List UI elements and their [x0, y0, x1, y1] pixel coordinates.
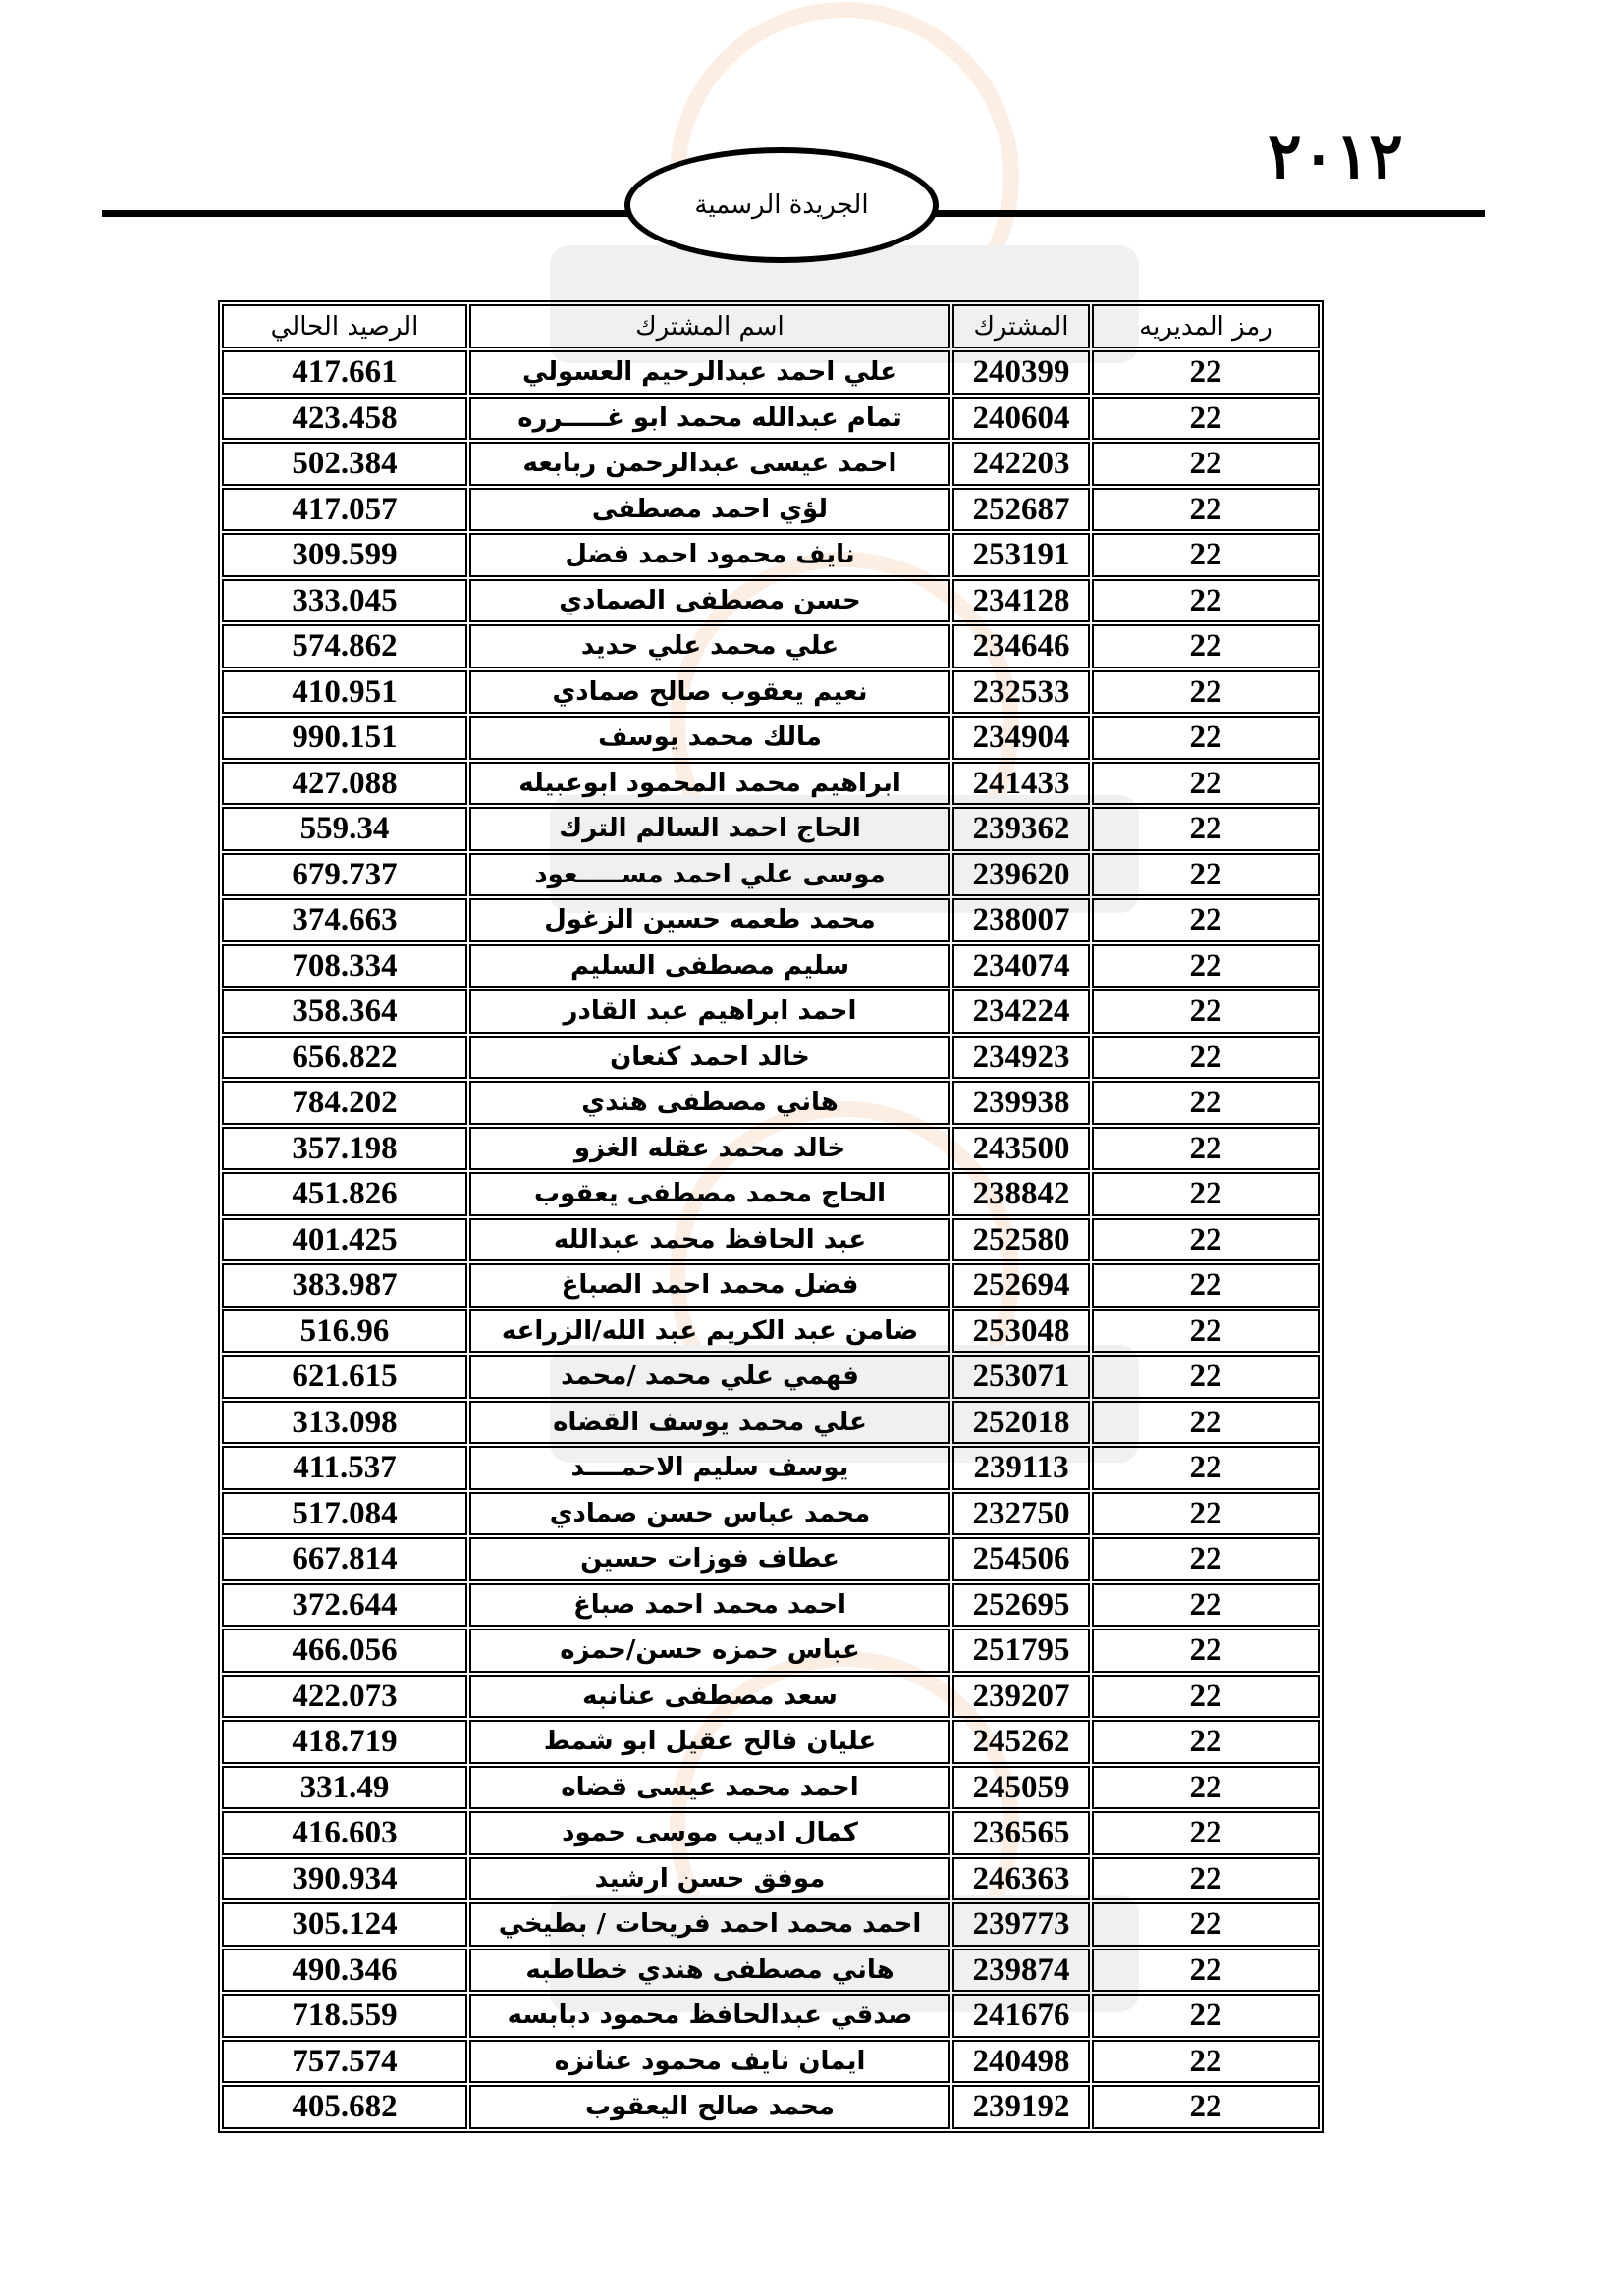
cell-balance: 718.559: [222, 1994, 467, 2038]
table-body: [222, 350, 1320, 2129]
cell-directorate: 22: [1092, 1309, 1320, 1354]
cell-balance: 374.663: [222, 898, 467, 942]
cell-balance: 405.682: [222, 2085, 467, 2129]
cell-directorate: 22: [1092, 944, 1320, 988]
cell-directorate: 22: [1092, 1949, 1320, 1993]
cell-subscriber: 240399: [952, 350, 1090, 395]
column-header-subscriber: المشترك: [952, 304, 1090, 348]
cell-name: فهمي علي محمد /محمد: [469, 1355, 950, 1399]
cell-subscriber: 239207: [952, 1675, 1090, 1719]
table-row: [222, 1583, 1320, 1628]
cell-balance: 357.198: [222, 1127, 467, 1171]
table-row: [222, 397, 1320, 441]
cell-subscriber: 240604: [952, 397, 1090, 441]
table-row: [222, 1675, 1320, 1719]
cell-name: سعد مصطفى عنانبه: [469, 1675, 950, 1719]
cell-subscriber: 234074: [952, 944, 1090, 988]
cell-balance: 383.987: [222, 1263, 467, 1308]
table-row: [222, 1857, 1320, 1901]
cell-name: احمد محمد احمد صباغ: [469, 1583, 950, 1628]
table-row: [222, 1218, 1320, 1262]
cell-directorate: 22: [1092, 1629, 1320, 1673]
cell-directorate: 22: [1092, 853, 1320, 897]
cell-directorate: 22: [1092, 533, 1320, 577]
gazette-title: الجريدة الرسمية: [694, 190, 869, 220]
table-row: [222, 670, 1320, 715]
cell-subscriber: 239773: [952, 1902, 1090, 1947]
cell-subscriber: 251795: [952, 1629, 1090, 1673]
cell-balance: 372.644: [222, 1583, 467, 1628]
cell-directorate: 22: [1092, 350, 1320, 395]
cell-subscriber: 252687: [952, 488, 1090, 532]
cell-name: خالد احمد كنعان: [469, 1036, 950, 1080]
cell-balance: 422.073: [222, 1675, 467, 1719]
cell-name: محمد عباس حسن صمادي: [469, 1492, 950, 1536]
table-row: [222, 1492, 1320, 1536]
cell-subscriber: 234923: [952, 1036, 1090, 1080]
table-row: [222, 1949, 1320, 1993]
cell-balance: 417.057: [222, 488, 467, 532]
table-row: [222, 1902, 1320, 1947]
table-row: [222, 2040, 1320, 2084]
cell-name: نعيم يعقوب صالح صمادي: [469, 670, 950, 715]
cell-subscriber: 239620: [952, 853, 1090, 897]
table-row: [222, 716, 1320, 760]
cell-balance: 574.862: [222, 624, 467, 668]
cell-balance: 667.814: [222, 1537, 467, 1581]
cell-name: صدقي عبدالحافظ محمود دبابسه: [469, 1994, 950, 2038]
cell-name: عطاف فوزات حسين: [469, 1537, 950, 1581]
cell-subscriber: 239362: [952, 807, 1090, 851]
cell-directorate: 22: [1092, 1766, 1320, 1810]
cell-subscriber: 253191: [952, 533, 1090, 577]
table-row: [222, 1172, 1320, 1216]
cell-name: مالك محمد يوسف: [469, 716, 950, 760]
cell-directorate: 22: [1092, 2040, 1320, 2084]
cell-name: احمد محمد احمد فريحات / بطيخي: [469, 1902, 950, 1947]
cell-directorate: 22: [1092, 762, 1320, 806]
table-row: [222, 1355, 1320, 1399]
cell-subscriber: 253071: [952, 1355, 1090, 1399]
cell-subscriber: 252580: [952, 1218, 1090, 1262]
cell-directorate: 22: [1092, 2085, 1320, 2129]
cell-name: موفق حسن ارشيد: [469, 1857, 950, 1901]
cell-subscriber: 238842: [952, 1172, 1090, 1216]
cell-balance: 331.49: [222, 1766, 467, 1810]
cell-subscriber: 234224: [952, 989, 1090, 1034]
cell-directorate: 22: [1092, 1036, 1320, 1080]
table-row: [222, 1263, 1320, 1308]
table-row: [222, 898, 1320, 942]
cell-subscriber: 243500: [952, 1127, 1090, 1171]
cell-name: تمام عبدالله محمد ابو غـــــرره: [469, 397, 950, 441]
cell-name: ابراهيم محمد المحمود ابوعبيله: [469, 762, 950, 806]
cell-directorate: 22: [1092, 716, 1320, 760]
cell-directorate: 22: [1092, 898, 1320, 942]
table-row: [222, 488, 1320, 532]
cell-subscriber: 241676: [952, 1994, 1090, 2038]
cell-subscriber: 239874: [952, 1949, 1090, 1993]
table-header-row: [222, 304, 1320, 348]
cell-balance: 656.822: [222, 1036, 467, 1080]
cell-balance: 401.425: [222, 1218, 467, 1262]
table-row: [222, 350, 1320, 395]
cell-directorate: 22: [1092, 1263, 1320, 1308]
column-header-directorate: رمز المديريه: [1092, 304, 1320, 348]
table-row: [222, 1720, 1320, 1764]
cell-subscriber: 242203: [952, 442, 1090, 486]
table-row: [222, 989, 1320, 1034]
cell-name: موسى علي احمد مســـــعود: [469, 853, 950, 897]
cell-subscriber: 236565: [952, 1811, 1090, 1855]
cell-directorate: 22: [1092, 1857, 1320, 1901]
cell-name: علي محمد علي حديد: [469, 624, 950, 668]
table-row: [222, 442, 1320, 486]
cell-directorate: 22: [1092, 1720, 1320, 1764]
cell-name: يوسف سليم الاحمــــد: [469, 1446, 950, 1490]
table-row: [222, 1446, 1320, 1490]
cell-balance: 990.151: [222, 716, 467, 760]
cell-directorate: 22: [1092, 397, 1320, 441]
column-header-balance: الرصيد الحالي: [222, 304, 467, 348]
table-row: [222, 1766, 1320, 1810]
cell-balance: 466.056: [222, 1629, 467, 1673]
cell-balance: 417.661: [222, 350, 467, 395]
cell-name: محمد صالح اليعقوب: [469, 2085, 950, 2129]
cell-balance: 784.202: [222, 1081, 467, 1125]
cell-name: سليم مصطفى السليم: [469, 944, 950, 988]
cell-balance: 390.934: [222, 1857, 467, 1901]
cell-directorate: 22: [1092, 1675, 1320, 1719]
cell-subscriber: 254506: [952, 1537, 1090, 1581]
table-row: [222, 853, 1320, 897]
cell-directorate: 22: [1092, 1218, 1320, 1262]
cell-subscriber: 232533: [952, 670, 1090, 715]
cell-balance: 410.951: [222, 670, 467, 715]
cell-subscriber: 245262: [952, 1720, 1090, 1764]
cell-balance: 416.603: [222, 1811, 467, 1855]
cell-balance: 423.458: [222, 397, 467, 441]
cell-directorate: 22: [1092, 1537, 1320, 1581]
cell-subscriber: 234128: [952, 579, 1090, 623]
cell-balance: 559.34: [222, 807, 467, 851]
cell-name: علي احمد عبدالرحيم العسولي: [469, 350, 950, 395]
cell-balance: 502.384: [222, 442, 467, 486]
table-row: [222, 1537, 1320, 1581]
cell-directorate: 22: [1092, 1902, 1320, 1947]
cell-name: ايمان نايف محمود عنانزه: [469, 2040, 950, 2084]
cell-subscriber: 239192: [952, 2085, 1090, 2129]
cell-balance: 708.334: [222, 944, 467, 988]
cell-name: عبد الحافظ محمد عبدالله: [469, 1218, 950, 1262]
cell-subscriber: 245059: [952, 1766, 1090, 1810]
cell-name: هاني مصطفى هندي خطاطبه: [469, 1949, 950, 1993]
cell-name: لؤي احمد مصطفى: [469, 488, 950, 532]
cell-balance: 411.537: [222, 1446, 467, 1490]
cell-balance: 517.084: [222, 1492, 467, 1536]
cell-balance: 490.346: [222, 1949, 467, 1993]
table-row: [222, 1127, 1320, 1171]
subscribers-table: [218, 300, 1324, 2133]
table-row: [222, 762, 1320, 806]
cell-subscriber: 240498: [952, 2040, 1090, 2084]
cell-balance: 516.96: [222, 1309, 467, 1354]
cell-balance: 309.599: [222, 533, 467, 577]
cell-name: احمد عيسى عبدالرحمن ربابعه: [469, 442, 950, 486]
cell-name: احمد محمد عيسى قضاه: [469, 1766, 950, 1810]
table-row: [222, 1309, 1320, 1354]
cell-balance: 305.124: [222, 1902, 467, 1947]
cell-subscriber: 234904: [952, 716, 1090, 760]
table-row: [222, 807, 1320, 851]
cell-balance: 313.098: [222, 1401, 467, 1445]
header-oval: [624, 147, 939, 263]
cell-directorate: 22: [1092, 1401, 1320, 1445]
cell-directorate: 22: [1092, 1355, 1320, 1399]
cell-subscriber: 253048: [952, 1309, 1090, 1354]
table-row: [222, 1401, 1320, 1445]
cell-name: هاني مصطفى هندي: [469, 1081, 950, 1125]
cell-name: نايف محمود احمد فضل: [469, 533, 950, 577]
cell-balance: 679.737: [222, 853, 467, 897]
cell-directorate: 22: [1092, 1492, 1320, 1536]
table-row: [222, 944, 1320, 988]
table-row: [222, 1811, 1320, 1855]
cell-subscriber: 239113: [952, 1446, 1090, 1490]
table-row: [222, 533, 1320, 577]
table-row: [222, 624, 1320, 668]
cell-name: عليان فالح عقيل ابو شمط: [469, 1720, 950, 1764]
cell-balance: 757.574: [222, 2040, 467, 2084]
cell-name: فضل محمد احمد الصباغ: [469, 1263, 950, 1308]
cell-directorate: 22: [1092, 579, 1320, 623]
table-row: [222, 579, 1320, 623]
cell-subscriber: 232750: [952, 1492, 1090, 1536]
cell-balance: 358.364: [222, 989, 467, 1034]
cell-name: علي محمد يوسف القضاه: [469, 1401, 950, 1445]
cell-directorate: 22: [1092, 1081, 1320, 1125]
cell-balance: 427.088: [222, 762, 467, 806]
table-row: [222, 1081, 1320, 1125]
cell-name: ضامن عبد الكريم عبد الله/الزراعه: [469, 1309, 950, 1354]
cell-directorate: 22: [1092, 1127, 1320, 1171]
cell-directorate: 22: [1092, 442, 1320, 486]
cell-name: كمال اديب موسى حمود: [469, 1811, 950, 1855]
cell-name: الحاج محمد مصطفى يعقوب: [469, 1172, 950, 1216]
subscribers-table-container: [218, 300, 1322, 2133]
cell-directorate: 22: [1092, 670, 1320, 715]
cell-name: عباس حمزه حسن/حمزه: [469, 1629, 950, 1673]
cell-subscriber: 239938: [952, 1081, 1090, 1125]
cell-balance: 621.615: [222, 1355, 467, 1399]
cell-directorate: 22: [1092, 624, 1320, 668]
table-row: [222, 1994, 1320, 2038]
cell-subscriber: 252018: [952, 1401, 1090, 1445]
table-row: [222, 1036, 1320, 1080]
cell-directorate: 22: [1092, 1446, 1320, 1490]
cell-balance: 333.045: [222, 579, 467, 623]
cell-name: خالد محمد عقله الغزو: [469, 1127, 950, 1171]
cell-directorate: 22: [1092, 807, 1320, 851]
table-row: [222, 1629, 1320, 1673]
cell-directorate: 22: [1092, 1994, 1320, 2038]
cell-subscriber: 238007: [952, 898, 1090, 942]
cell-directorate: 22: [1092, 488, 1320, 532]
cell-directorate: 22: [1092, 1172, 1320, 1216]
cell-subscriber: 252694: [952, 1263, 1090, 1308]
cell-balance: 418.719: [222, 1720, 467, 1764]
page-year: ٢٠١٢: [1268, 120, 1403, 193]
cell-directorate: 22: [1092, 989, 1320, 1034]
cell-balance: 451.826: [222, 1172, 467, 1216]
cell-name: محمد طعمه حسين الزغول: [469, 898, 950, 942]
cell-directorate: 22: [1092, 1811, 1320, 1855]
cell-subscriber: 252695: [952, 1583, 1090, 1628]
table-row: [222, 2085, 1320, 2129]
cell-subscriber: 234646: [952, 624, 1090, 668]
column-header-name: اسم المشترك: [469, 304, 950, 348]
cell-subscriber: 246363: [952, 1857, 1090, 1901]
cell-directorate: 22: [1092, 1583, 1320, 1628]
cell-name: حسن مصطفى الصمادي: [469, 579, 950, 623]
cell-name: احمد ابراهيم عبد القادر: [469, 989, 950, 1034]
cell-subscriber: 241433: [952, 762, 1090, 806]
cell-name: الحاج احمد السالم الترك: [469, 807, 950, 851]
